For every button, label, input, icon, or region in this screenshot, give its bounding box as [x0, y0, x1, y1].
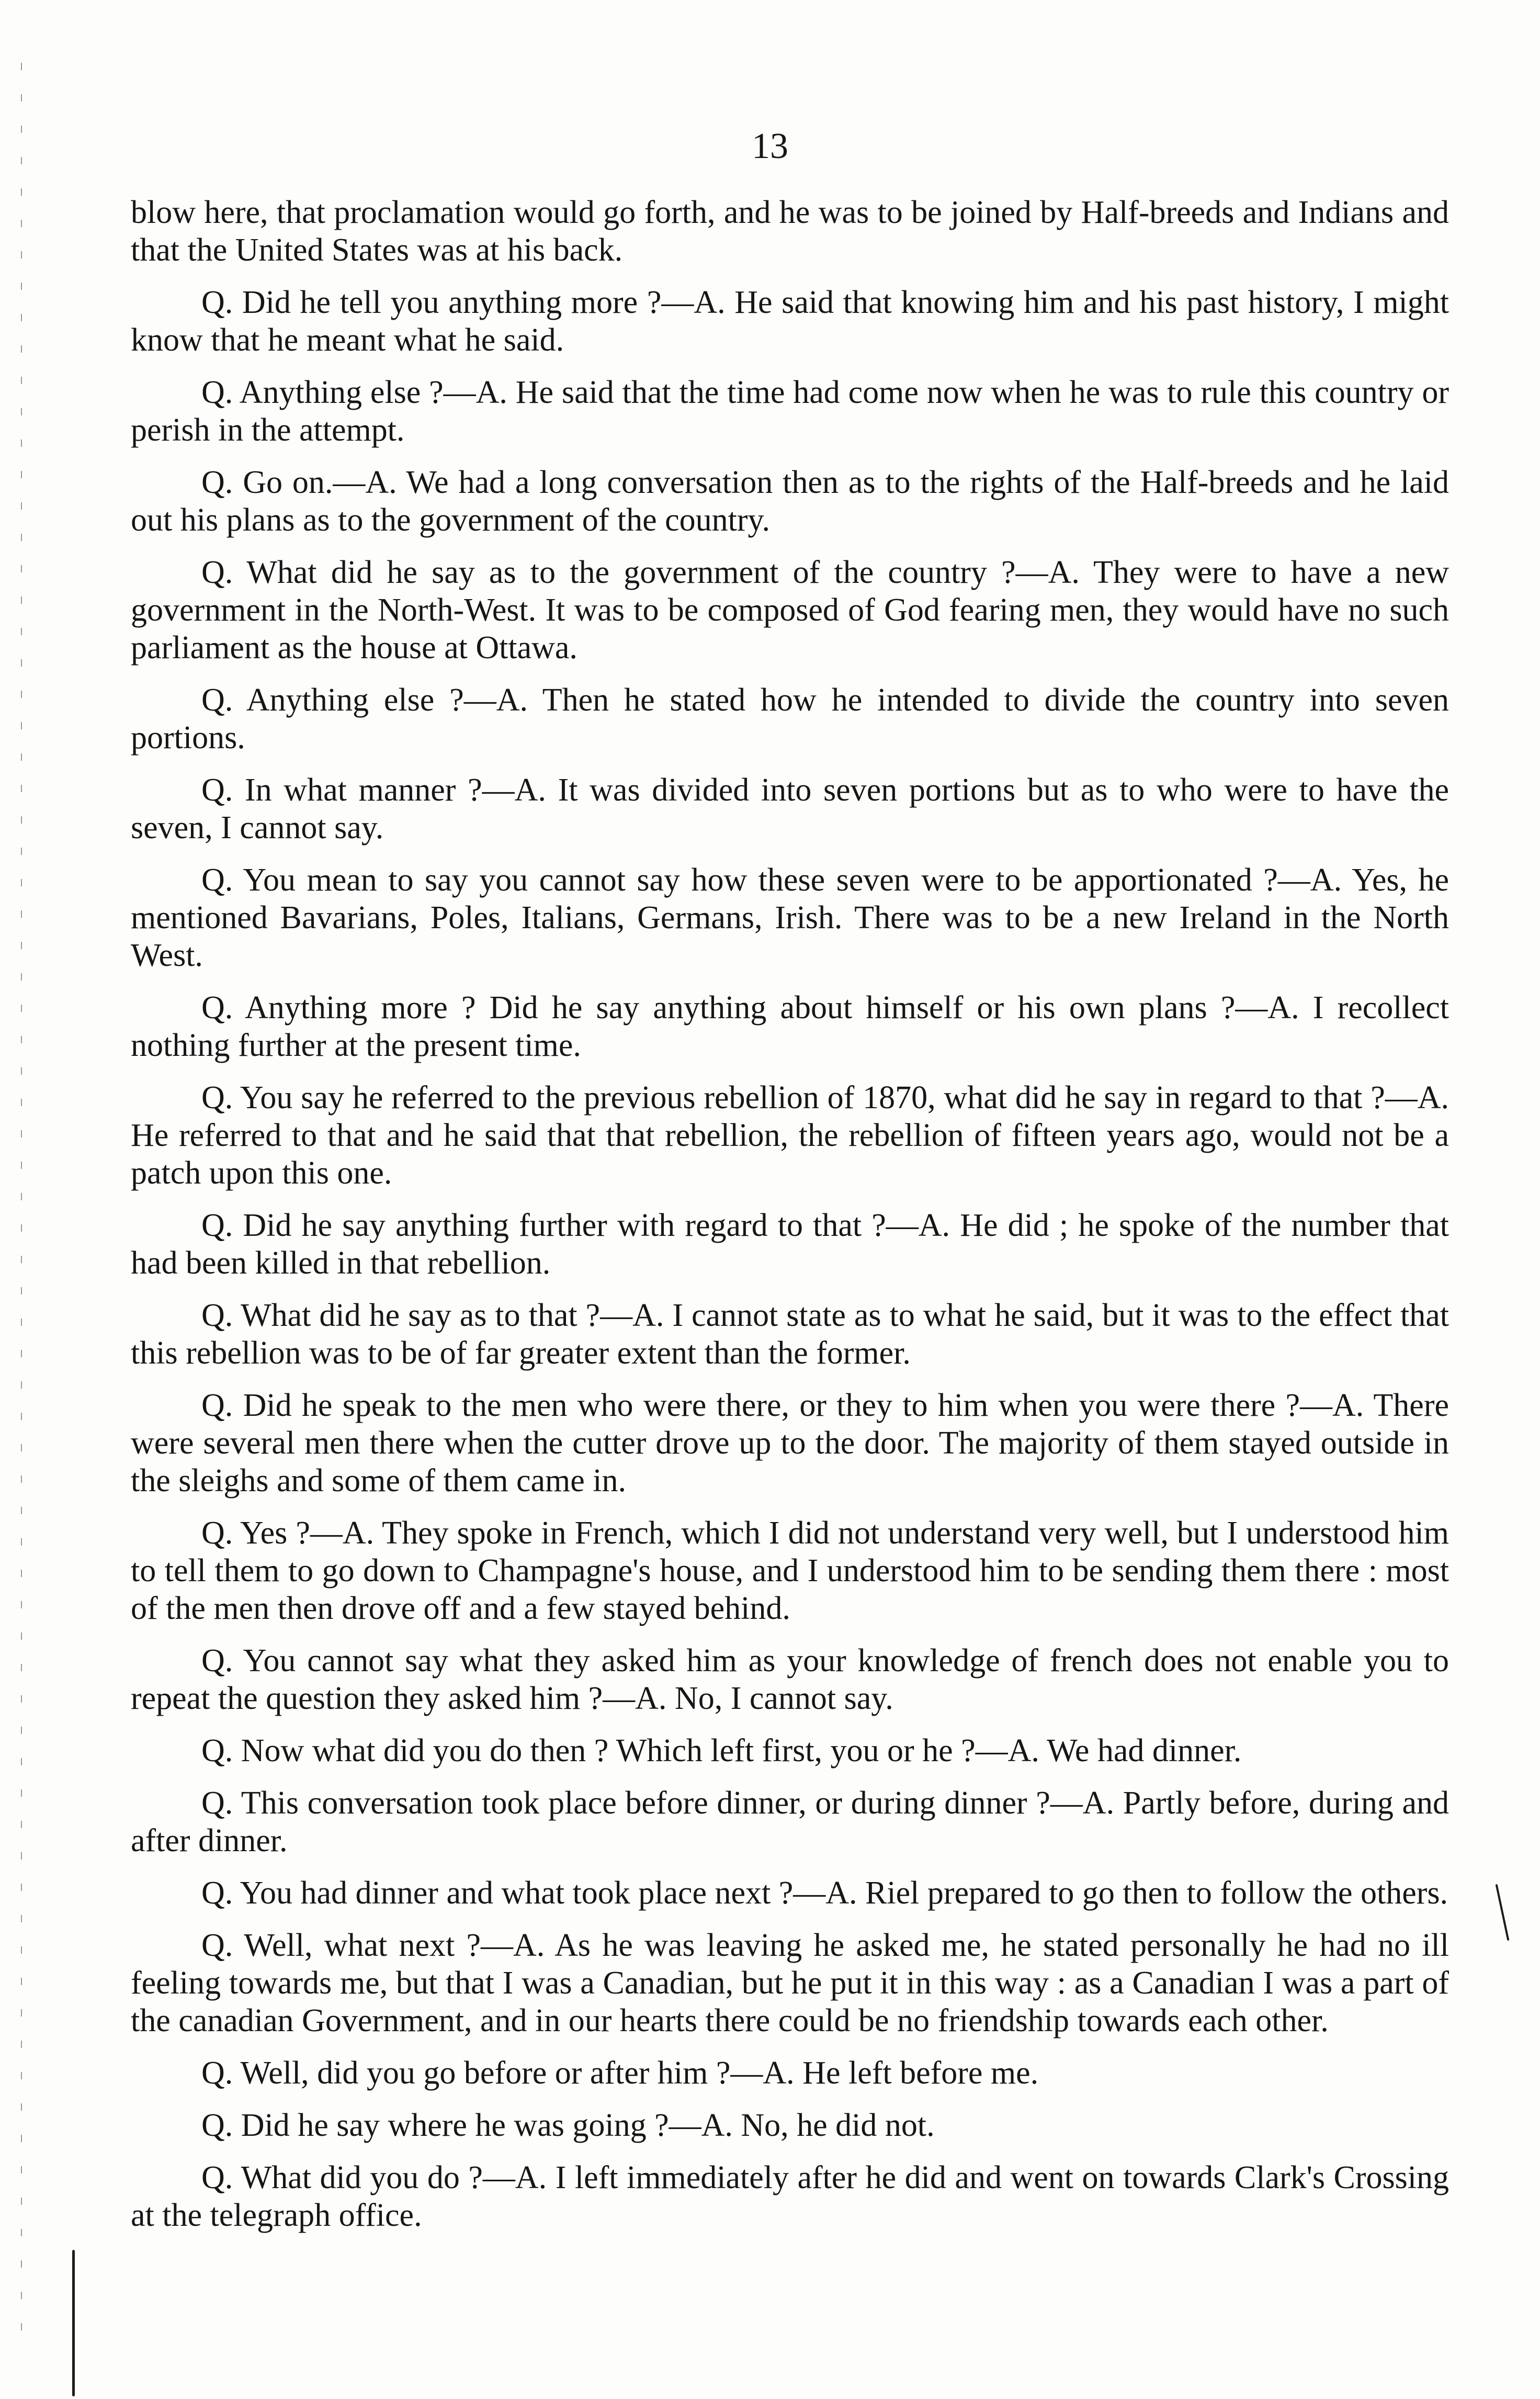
qa-paragraph: Q. You had dinner and what took place next ?—A. Riel prepared to go then to follow the others. [201, 1875, 1448, 1911]
pen-stroke-mark [72, 2250, 75, 2396]
qa-paragraph: Q. Did he tell you anything more ?—A. He said that knowing him and his past history, I might know that he meant what he said. [131, 285, 1449, 358]
qa-paragraph: Q. Did he say where he was going ?—A. No, he did not. [201, 2108, 935, 2143]
qa-paragraph: Q. This conversation took place before dinner, or during dinner ?—A. Partly before, during and after dinner. [131, 1785, 1449, 1859]
qa-paragraph: Q. What did he say as to that ?—A. I cannot state as to what he said, but it was to the effect that this rebellion was to be of far greater extent than the former. [131, 1298, 1449, 1371]
scan-edge-mark [21, 63, 22, 2355]
qa-paragraph: Q. Did he speak to the men who were there, or they to him when you were there ?—A. There were several men there when the cutter drove up to the door. The majority of them stayed outside in the sleighs and some of them came in. [131, 1388, 1449, 1499]
qa-paragraph: Q. You cannot say what they asked him as your knowledge of french does not enable you to repeat the question they asked him ?—A. No, I cannot say. [131, 1643, 1449, 1716]
qa-paragraph: Q. Yes ?—A. They spoke in French, which I did not understand very well, but I understood him to tell them to go down to Champagne's house, and I understood him to be sending them there : most of the men then drove off and a few stayed behind. [131, 1515, 1449, 1626]
page-number: 13 [752, 126, 788, 166]
qa-paragraph: Q. What did he say as to the government of the country ?—A. They were to have a new government in the North-West. It was to be composed of God fearing men, they would have no such parliament as the house at Ottawa. [131, 555, 1449, 666]
qa-paragraph: Q. You say he referred to the previous rebellion of 1870, what did he say in regard to that ?—A. He referred to that and he said that that rebellion, the rebellion of fifteen years ago, would not be a patch upon this one. [131, 1080, 1449, 1191]
qa-paragraph: Q. You mean to say you cannot say how these seven were to be apportionated ?—A. Yes, he mentioned Bavarians, Poles, Italians, Germans, Irish. There was to be a new Ireland in the North West. [131, 862, 1449, 973]
qa-paragraph: Q. Well, did you go before or after him ?—A. He left before me. [201, 2055, 1039, 2091]
text-body [131, 194, 1449, 2249]
qa-paragraph: Q. Anything else ?—A. He said that the time had come now when he was to rule this country or perish in the attempt. [131, 375, 1449, 448]
qa-paragraph: Q. Anything else ?—A. Then he stated how he intended to divide the country into seven portions. [131, 682, 1449, 756]
qa-paragraph: Q. In what manner ?—A. It was divided into seven portions but as to who were to have the seven, I cannot say. [131, 772, 1449, 846]
qa-paragraph: Q. Go on.—A. We had a long conversation then as to the rights of the Half-breeds and he laid out his plans as to the government of the country. [131, 465, 1449, 538]
qa-paragraph: Q. Well, what next ?—A. As he was leaving he asked me, he stated personally he had no ill feeling towards me, but that I was a Canadian, but he put it in this way : as a Canadian I was a part of the canadian Government, and in our hearts there could be no friendship towards each other. [131, 1928, 1449, 2038]
qa-paragraph: Q. Anything more ? Did he say anything about himself or his own plans ?—A. I recollect nothing further at the present time. [131, 990, 1449, 1063]
paragraph-continued: blow here, that proclamation would go forth, and he was to be joined by Half-breeds and Indians and that the United States was at his back. [131, 195, 1449, 268]
qa-paragraph: Q. Did he say anything further with regard to that ?—A. He did ; he spoke of the number that had been killed in that rebellion. [131, 1208, 1449, 1281]
margin-pen-mark [1496, 1884, 1510, 1941]
qa-paragraph: Q. Now what did you do then ? Which left first, you or he ?—A. We had dinner. [201, 1733, 1242, 1769]
qa-paragraph: Q. What did you do ?—A. I left immediately after he did and went on towards Clark's Crossing at the telegraph office. [131, 2160, 1449, 2233]
